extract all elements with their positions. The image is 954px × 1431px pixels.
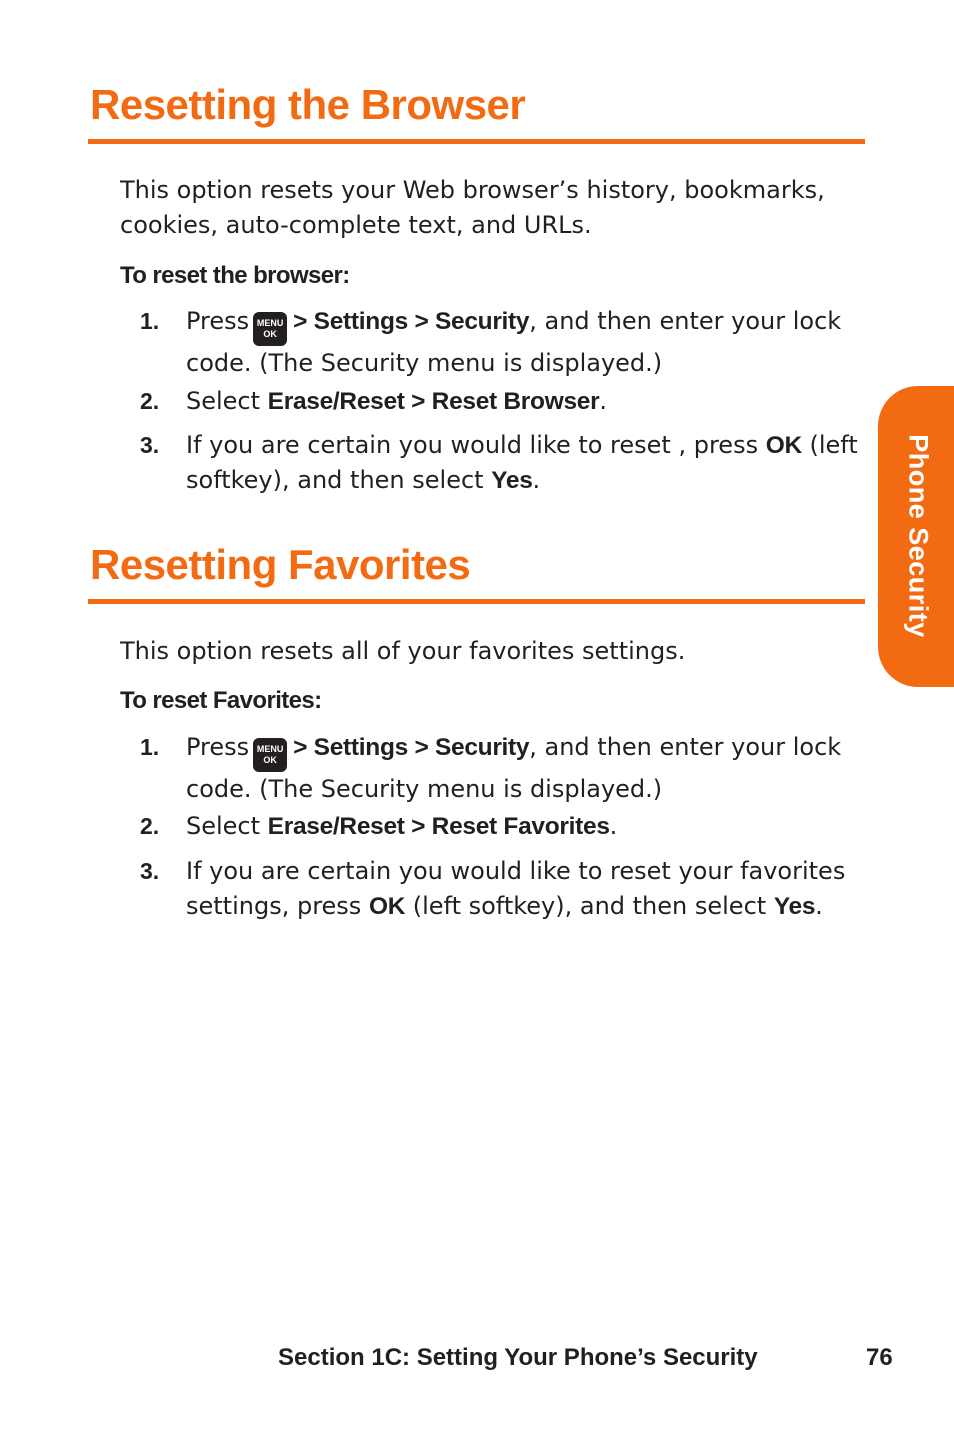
step-item: [140, 304, 865, 381]
step-bold-text: > Settings > Security: [293, 308, 530, 335]
step-text: Select: [186, 387, 268, 415]
menu-ok-key-icon: MENU OK: [253, 738, 287, 772]
step-number: 3.: [140, 858, 160, 884]
step-number: 3.: [140, 432, 160, 458]
step-number: 1.: [140, 734, 160, 760]
step-number: 2.: [140, 388, 160, 414]
intro-paragraph: This option resets all of your favorites settings.: [120, 637, 686, 665]
step-bold-text: Erase/Reset > Reset Browser: [267, 388, 600, 415]
page-number: 76: [866, 1344, 893, 1371]
step-item: [140, 809, 865, 844]
step-number: 1.: [140, 308, 160, 334]
step-text: If you are certain you would like to reset your favorites settings, press: [186, 857, 846, 920]
step-text: (left softkey), and then select: [405, 892, 774, 920]
step-text: Press: [186, 307, 250, 335]
step-text: .: [815, 892, 823, 920]
step-bold-text: Erase/Reset > Reset Favorites: [267, 813, 610, 840]
step-text: , and then enter your lock code. (The Security menu is displayed.): [186, 733, 842, 803]
step-text: If you are certain you would like to reset , press: [186, 431, 766, 459]
step-text: .: [532, 466, 541, 494]
step-number: 2.: [140, 813, 160, 839]
procedure-heading: To reset the browser:: [120, 262, 350, 289]
step-text: , and then enter your lock code. (The Security menu is displayed.): [186, 307, 842, 377]
step-bold-text: OK: [368, 893, 406, 920]
step-item: [140, 428, 865, 498]
section-title-favorites: Resetting Favorites: [90, 541, 471, 588]
chapter-side-tab-label: Phone Security: [903, 434, 934, 638]
title-underline: [88, 599, 865, 604]
step-text: Select: [186, 812, 268, 840]
step-text: (left softkey), and then select: [186, 431, 858, 494]
step-item: [140, 384, 865, 419]
procedure-heading: To reset Favorites:: [120, 687, 322, 714]
step-bold-text: Yes: [773, 893, 816, 920]
step-bold-text: Yes: [491, 467, 533, 494]
section-title-browser: Resetting the Browser: [90, 81, 526, 128]
step-bold-text: OK: [765, 432, 802, 459]
step-item: [140, 854, 865, 924]
step-text: Press: [186, 733, 250, 761]
step-item: [140, 730, 865, 807]
intro-paragraph: This option resets your Web browser’s history, bookmarks, cookies, auto-complete text, and URLs.: [120, 176, 825, 239]
step-bold-text: > Settings > Security: [293, 734, 530, 761]
step-text: .: [609, 812, 618, 840]
menu-ok-key-icon: MENU OK: [253, 312, 287, 346]
title-underline: [88, 139, 865, 144]
step-text: .: [599, 387, 607, 415]
footer-section-label: Section 1C: Setting Your Phone’s Security: [278, 1344, 758, 1371]
